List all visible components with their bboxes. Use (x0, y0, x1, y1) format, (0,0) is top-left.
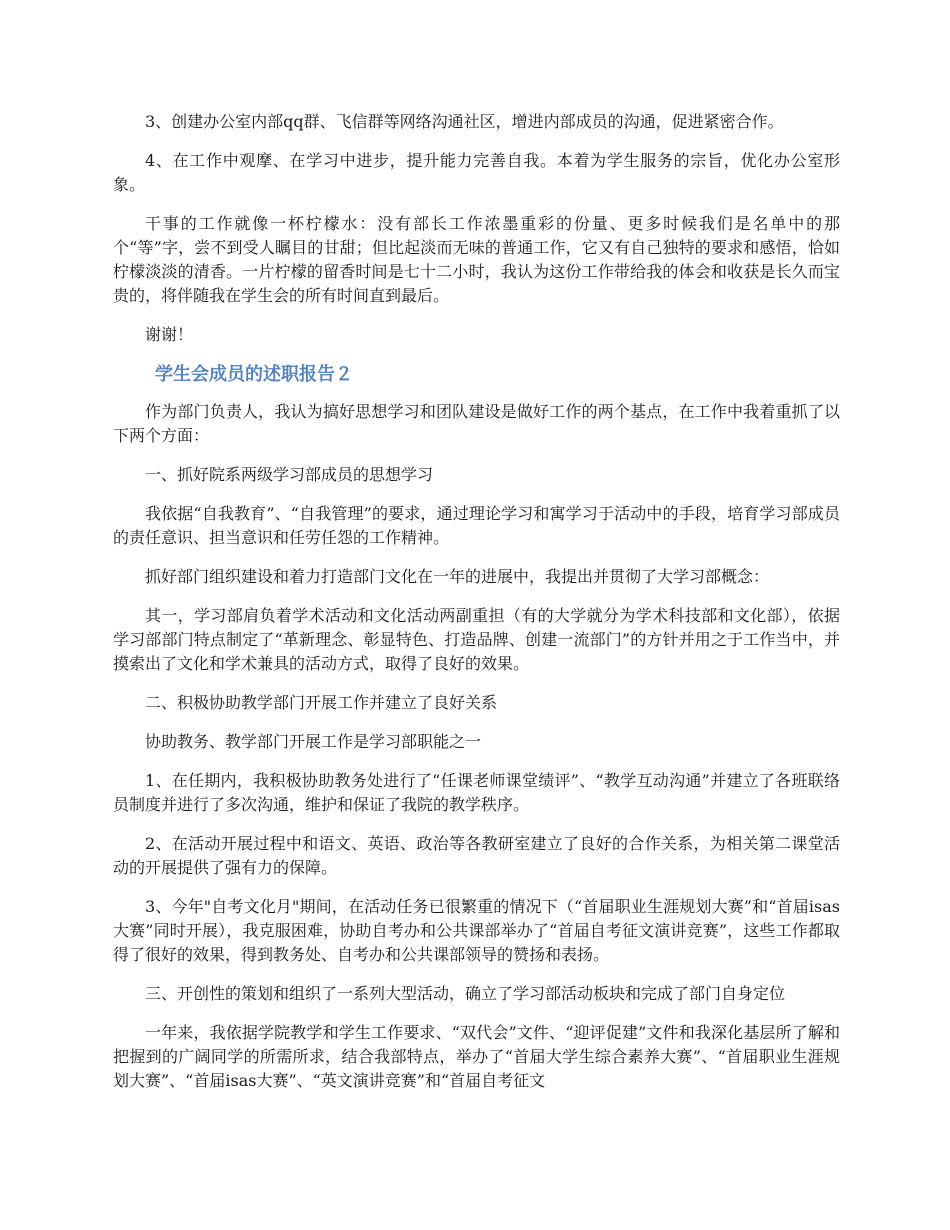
paragraph: 2、在活动开展过程中和语文、英语、政治等各教研室建立了良好的合作关系，为相关第二课堂活动的开展提供了强有力的保障。 (113, 834, 840, 877)
paragraph: 干事的工作就像一杯柠檬水：没有部长工作浓墨重彩的份量、更多时候我们是名单中的那个“等”字，尝不到受人瞩目的甘甜；但比起淡而无味的普通工作，它又有自己独特的要求和感悟，恰如柠檬淡淡的清香。一片柠檬的留香时间是七十二小时，我认为这份工作带给我的体会和收获是长久而宝贵的，将伴随我在学生会的所有时间直到最后。 (113, 214, 840, 305)
paragraph: 作为部门负责人，我认为搞好思想学习和团队建设是做好工作的两个基点，在工作中我着重抓了以下两个方面： (113, 402, 840, 445)
paragraph: 抓好部门组织建设和着力打造部门文化在一年的进展中，我提出并贯彻了大学习部概念： (145, 567, 770, 586)
paragraph: 一年来，我依据学院教学和学生工作要求、“双代会”文件、“迎评促建”文件和我深化基层所了解和把握到的广阔同学的所需所求，结合我部特点，举办了“首届大学生综合素养大赛”、“首届职业生涯规划大赛”、“首届isas大赛”、“英文演讲竞赛”和“首届自考征文 (113, 1023, 840, 1090)
paragraph: 3、今年"自考文化月"期间，在活动任务已很繁重的情况下（“首届职业生涯规划大赛”和“首届isas大赛”同时开展），我克服困难，协助自考办和公共课部举办了“首届自考征文演讲竞赛”，这些工作都取得了很好的效果，得到教务处、自考办和公共课部领导的赞扬和表扬。 (113, 897, 840, 964)
paragraph: 1、在任期内，我积极协助教务处进行了“任课老师课堂绩评”、“教学互动沟通”并建立了各班联络员制度并进行了多次沟通，维护和保证了我院的教学秩序。 (113, 771, 840, 814)
paragraph: 3、创建办公室内部qq群、飞信群等网络沟通社区，增进内部成员的沟通，促进紧密合作。 (145, 112, 784, 131)
paragraph: 其一，学习部肩负着学术活动和文化活动两副重担（有的大学就分为学术科技部和文化部），依据学习部部门特点制定了“革新理念、彰显特色、打造品牌、创建一流部门”的方针并用之于工作当中，并摸索出了文化和学术兼具的活动方式，取得了良好的效果。 (113, 606, 840, 673)
paragraph: 一、抓好院系两级学习部成员的思想学习 (145, 465, 434, 484)
paragraph: 三、开创性的策划和组织了一系列大型活动，确立了学习部活动板块和完成了部门自身定位 (145, 984, 786, 1003)
section-title: 学生会成员的述职报告２ (155, 364, 353, 385)
paragraph: 我依据“自我教育”、“自我管理”的要求，通过理论学习和寓学习于活动中的手段，培育学习部成员的责任意识、担当意识和任劳任怨的工作精神。 (113, 504, 840, 547)
paragraph: 协助教务、教学部门开展工作是学习部职能之一 (145, 732, 482, 751)
paragraph: 4、在工作中观摩、在学习中进步，提升能力完善自我。本着为学生服务的宗旨，优化办公室形象。 (113, 151, 840, 194)
document-body (113, 110, 840, 1108)
paragraph-thanks: 谢谢！ (145, 325, 194, 344)
paragraph: 二、积极协助教学部门开展工作并建立了良好关系 (145, 693, 498, 712)
